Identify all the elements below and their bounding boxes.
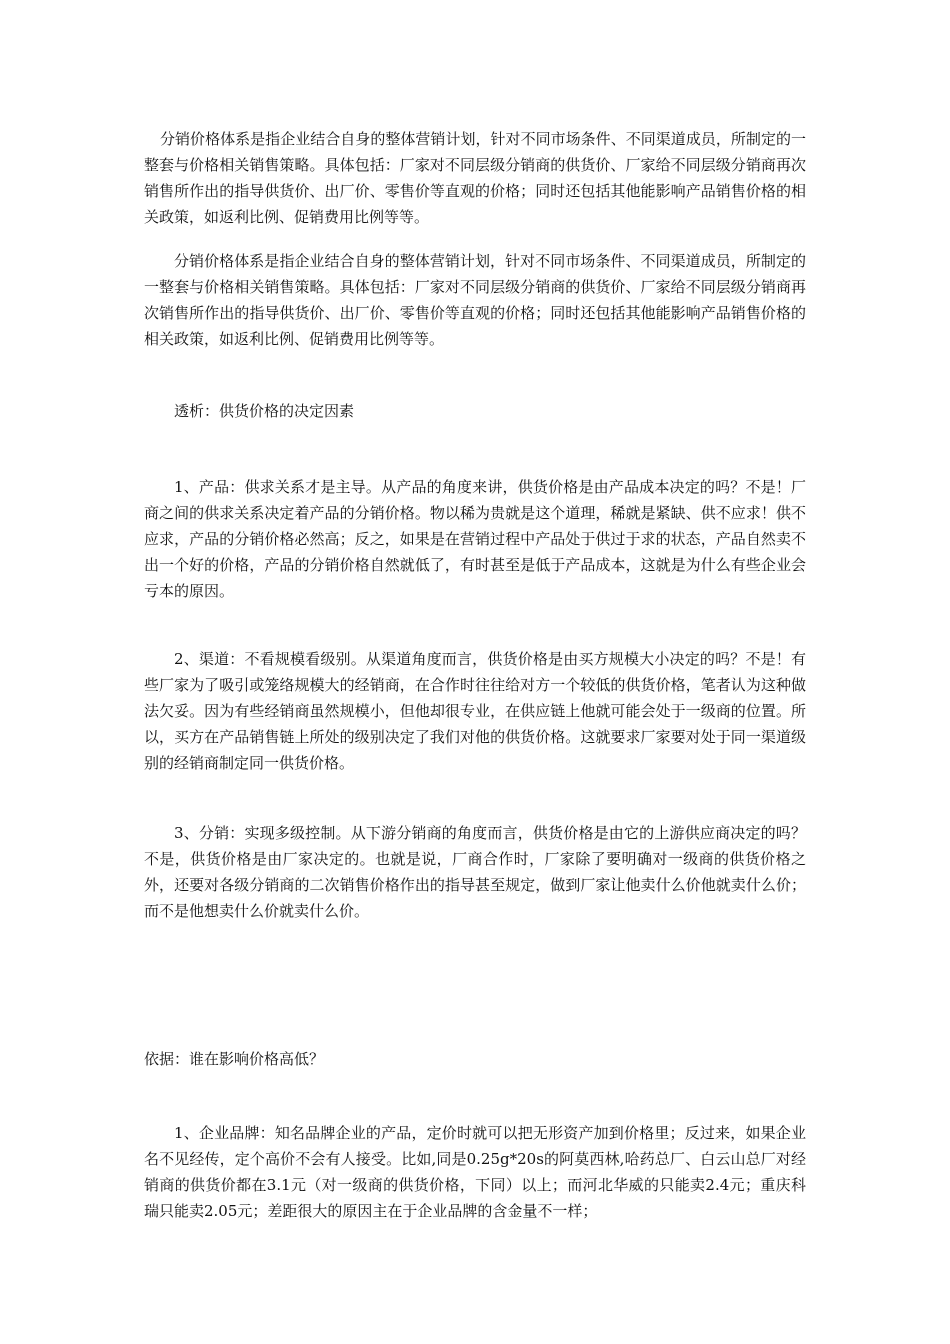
section-heading-analysis: 透析：供货价格的决定因素 <box>174 402 355 420</box>
point-brand: 1、企业品牌：知名品牌企业的产品，定价时就可以把无形资产加到价格里；反过来，如果企业名不见经传，定个高价不会有人接受。比如,同是0.25g*20s的阿莫西林,哈药总厂、白云山总厂对经销商的供货价都在3.1元（对一级商的供货价格，下同）以上；而河北华威的只能卖2.4元；重庆科瑞只能卖2.05元；差距很大的原因主在于企业品牌的含金量不一样； <box>144 1124 806 1220</box>
intro-paragraph-2: 分销价格体系是指企业结合自身的整体营销计划，针对不同市场条件、不同渠道成员，所制定的一整套与价格相关销售策略。具体包括：厂家对不同层级分销商的供货价、厂家给不同层级分销商再次销售所作出的指导供货价、出厂价、零售价等直观的价格；同时还包括其他能影响产品销售价格的相关政策，如返利比例、促销费用比例等等。 <box>144 252 806 348</box>
point-product: 1、产品：供求关系才是主导。从产品的角度来讲，供货价格是由产品成本决定的吗？不是！厂商之间的供求关系决定着产品的分销价格。物以稀为贵就是这个道理，稀就是紧缺、供不应求！供不应求，产品的分销价格必然高；反之，如果是在营销过程中产品处于供过于求的状态，产品自然卖不出一个好的价格，产品的分销价格自然就低了，有时甚至是低于产品成本，这就是为什么有些企业会亏本的原因。 <box>144 478 806 600</box>
point-distribution: 3、分销：实现多级控制。从下游分销商的角度而言，供货价格是由它的上游供应商决定的吗？不是，供货价格是由厂家决定的。也就是说，厂商合作时，厂家除了要明确对一级商的供货价格之外，还要对各级分销商的二次销售价格作出的指导甚至规定，做到厂家让他卖什么价他就卖什么价；而不是他想卖什么价就卖什么价。 <box>144 824 806 920</box>
point-channel: 2、渠道：不看规模看级别。从渠道角度而言，供货价格是由买方规模大小决定的吗？不是！有些厂家为了吸引或笼络规模大的经销商，在合作时往往给对方一个较低的供货价格，笔者认为这种做法欠妥。因为有些经销商虽然规模小，但他却很专业，在供应链上他就可能会处于一级商的位置。所以，买方在产品销售链上所处的级别决定了我们对他的供货价格。这就要求厂家要对处于同一渠道级别的经销商制定同一供货价格。 <box>144 650 806 772</box>
intro-paragraph-1: 分销价格体系是指企业结合自身的整体营销计划，针对不同市场条件、不同渠道成员，所制定的一整套与价格相关销售策略。具体包括：厂家对不同层级分销商的供货价、厂家给不同层级分销商再次销售所作出的指导供货价、出厂价、零售价等直观的价格；同时还包括其他能影响产品销售价格的相关政策，如返利比例、促销费用比例等等。 <box>144 130 806 226</box>
section-heading-basis: 依据：谁在影响价格高低？ <box>144 1050 325 1068</box>
